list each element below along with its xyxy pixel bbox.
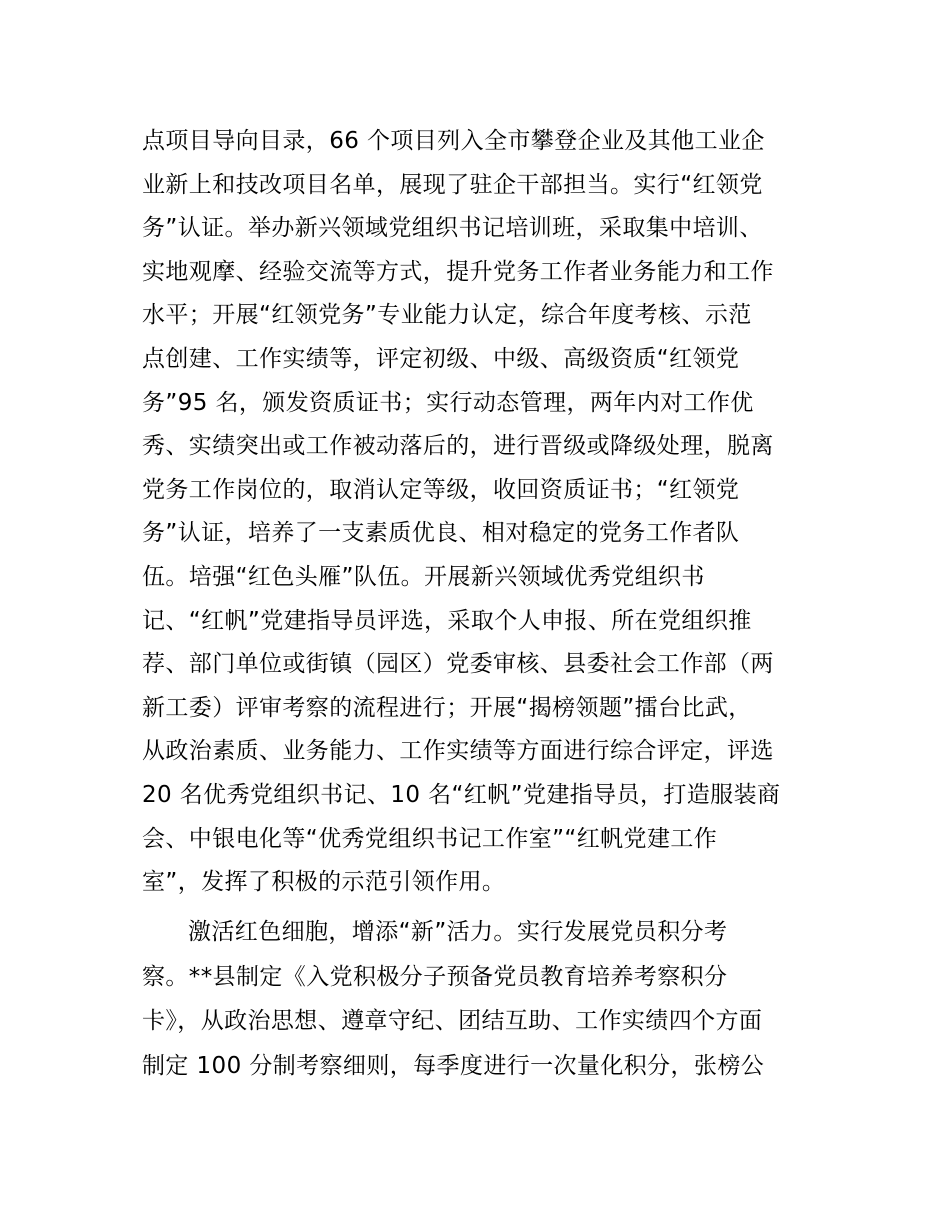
paragraph-line: 务”认证，培养了一支素质优良、相对稳定的党务工作者队 [142,520,740,547]
paragraph-line: 党务工作岗位的，取消认定等级，收回资质证书；“红领党 [142,476,740,503]
paragraph-line: 激活红色细胞，增添“新”活力。实行发展党员积分考 [188,919,728,945]
paragraph-line: 室”，发挥了积极的示范引领作用。 [142,869,506,896]
paragraph-2 [142,910,812,1088]
paragraph-line: 业新上和技改项目名单，展现了驻企干部担当。实行“红领党 [142,171,763,198]
paragraph-line: 从政治素质、业务能力、工作实绩等方面进行综合评定，评选 [142,738,774,765]
paragraph-line: 点项目导向目录，66 个项目列入全市攀登企业及其他工业企 [142,128,765,154]
paragraph-line: 会、中银电化等“优秀党组织书记工作室”“红帆党建工作 [142,825,718,852]
paragraph-line: 新工委）评审考察的流程进行；开展“揭榜领题”擂台比武， [142,694,752,721]
paragraph-line: 察。**县制定《入党积极分子预备党员教育培养考察积分 [142,963,728,990]
paragraph-line: 务”认证。举办新兴领域党组织书记培训班，采取集中培训、 [142,215,763,242]
paragraph-line: 记、“红帆”党建指导员评选，采取个人申报、所在党组织推 [142,607,752,634]
paragraph-line: 秀、实绩突出或工作被动落后的，进行晋级或降级处理，脱离 [142,433,774,460]
paragraph-1 [142,120,812,905]
paragraph-line: 水平；开展“红领党务”专业能力认定，综合年度考核、示范 [142,302,752,329]
paragraph-line: 制定 100 分制考察细则，每季度进行一次量化积分，张榜公 [142,1052,765,1079]
paragraph-line: 20 名优秀党组织书记、10 名“红帆”党建指导员，打造服装商 [142,781,781,808]
paragraph-line: 务”95 名，颁发资质证书；实行动态管理，两年内对工作优 [142,389,754,416]
paragraph-line: 卡》，从政治思想、遵章守纪、团结互助、工作实绩四个方面 [142,1008,763,1034]
paragraph-line: 荐、部门单位或街镇（园区）党委审核、县委社会工作部（两 [142,651,774,678]
paragraph-line: 点创建、工作实绩等，评定初级、中级、高级资质“红领党 [142,345,740,372]
paragraph-line: 伍。培强“红色头雁”队伍。开展新兴领域优秀党组织书 [142,563,705,590]
paragraph-line: 实地观摩、经验交流等方式，提升党务工作者业务能力和工作 [142,258,774,285]
